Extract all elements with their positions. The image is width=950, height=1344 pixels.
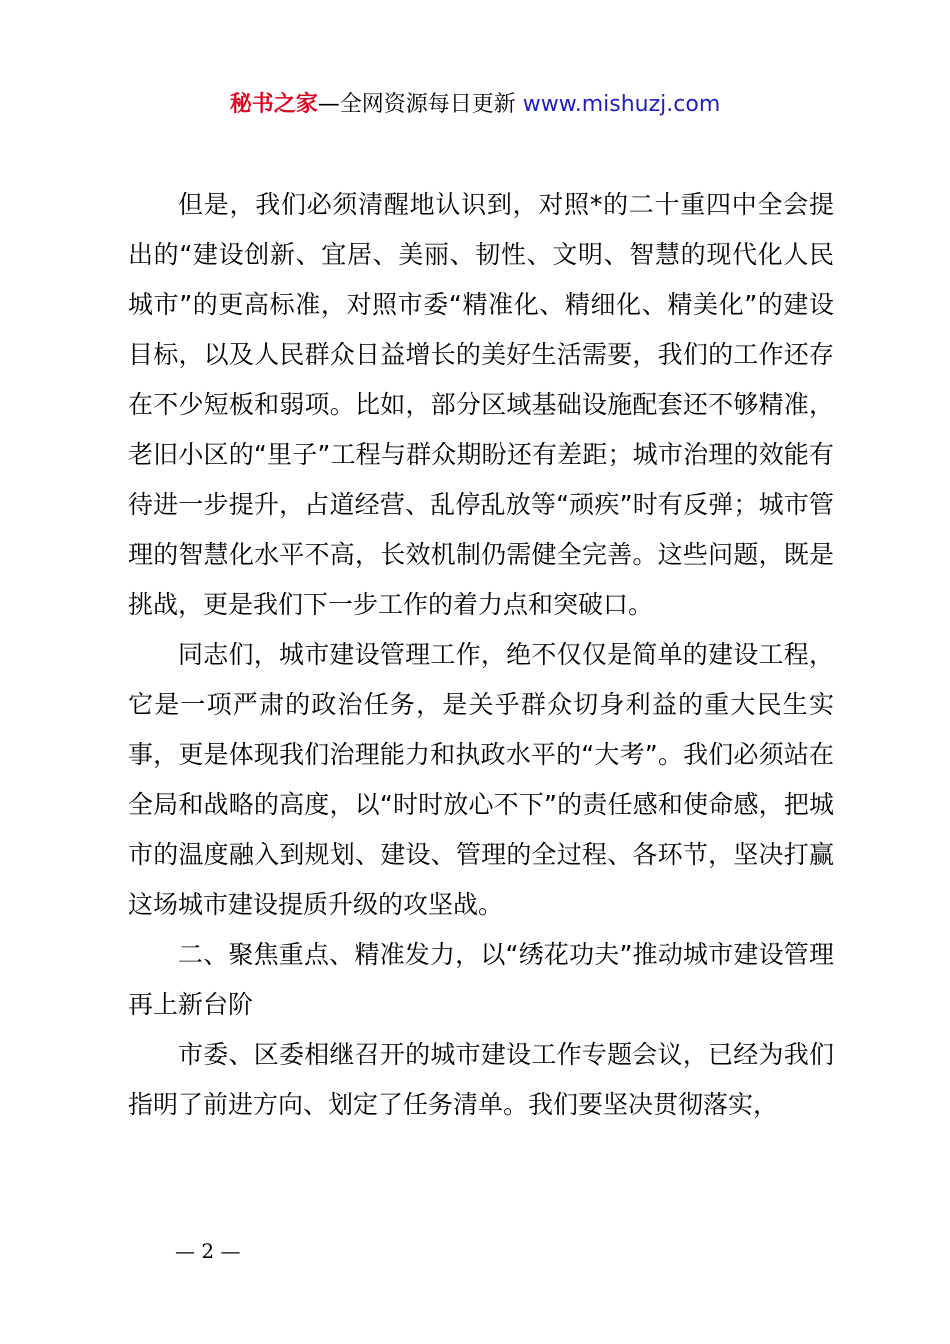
site-header <box>0 88 950 122</box>
site-url-link[interactable]: www.mishuzj.com <box>522 92 721 117</box>
paragraph-1: 但是，我们必须清醒地认识到，对照*的二十重四中全会提出的“建设创新、宜居、美丽、韧性、文明、智慧的现代化人民城市”的更高标准，对照市委“精准化、精细化、精美化”的建设目标，以及人民群众日益增长的美好生活需要，我们的工作还存在不少短板和弱项。比如，部分区域基础设施配套还不够精准，老旧小区的“里子”工程与群众期盼还有差距；城市治理的效能有待进一步提升，占道经营、乱停乱放等“顽疾”时有反弹；城市管理的智慧化水平不高，长效机制仍需健全完善。这些问题，既是挑战，更是我们下一步工作的着力点和突破口。 <box>128 190 834 619</box>
site-brand: 秘书之家 <box>229 92 318 117</box>
document-body <box>128 180 834 1130</box>
paragraph-2: 同志们，城市建设管理工作，绝不仅仅是简单的建设工程，它是一项严肃的政治任务，是关乎群众切身利益的重大民生实事，更是体现我们治理能力和执政水平的“大考”。我们必须站在全局和战略的高度，以“时时放心不下”的责任感和使命感，把城市的温度融入到规划、建设、管理的全过程、各环节，坚决打赢这场城市建设提质升级的攻坚战。 <box>128 640 834 919</box>
section-heading: 二、聚焦重点、精准发力，以“绣花功夫”推动城市建设管理再上新台阶 <box>128 940 834 1019</box>
paragraph-3: 市委、区委相继召开的城市建设工作专题会议，已经为我们指明了前进方向、划定了任务清单。我们要坚决贯彻落实， <box>128 1040 834 1119</box>
site-tagline: —全网资源每日更新 <box>317 92 523 117</box>
page-number: — 2 — <box>175 1239 241 1263</box>
